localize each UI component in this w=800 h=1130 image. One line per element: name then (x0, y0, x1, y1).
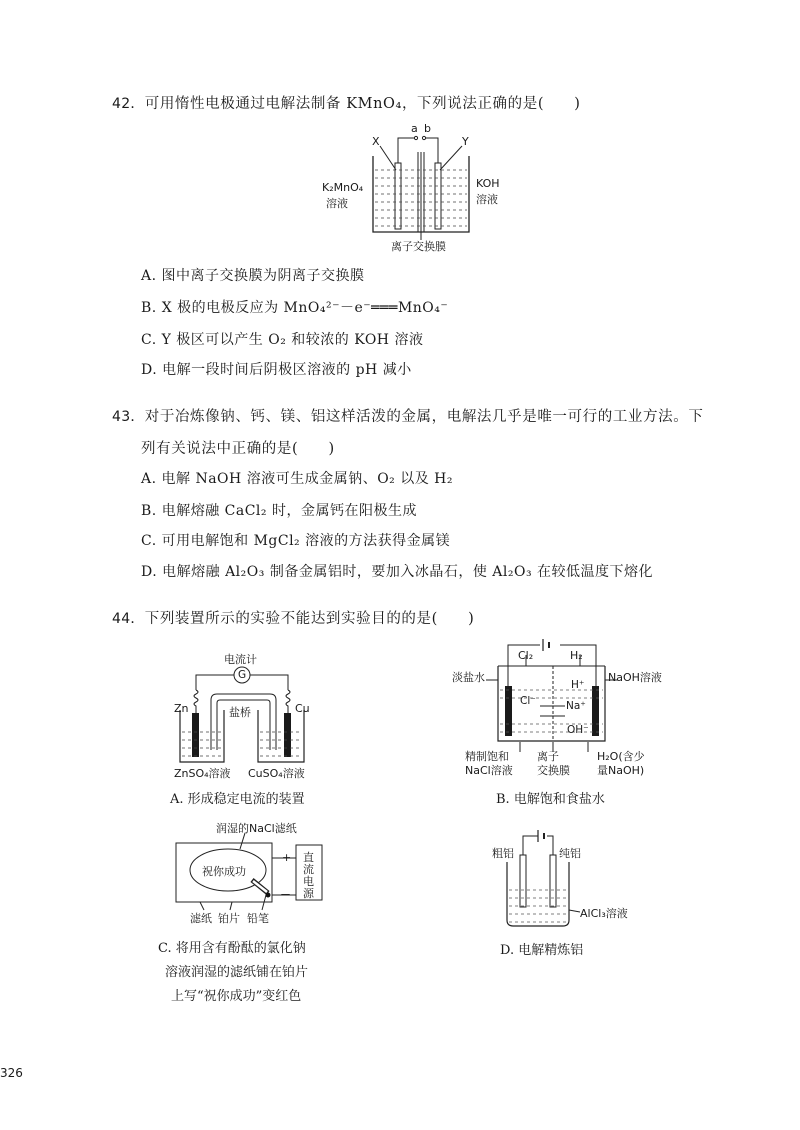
q44a-cu: Cu (295, 702, 310, 715)
q44c-bottom-2: 铂片 (218, 912, 240, 925)
q42-membrane-label: 离子交换膜 (391, 240, 446, 253)
q43-option-a: A. 电解 NaOH 溶液可生成金属钠、O₂ 以及 H₂ (141, 471, 454, 487)
q44c-bottom-1: 滤纸 (190, 912, 212, 925)
q44b-left-top: 淡盐水 (452, 671, 485, 684)
q42-number: 42． (112, 96, 145, 112)
q44b-cl2: Cl₂ (518, 649, 534, 662)
q42-option-b: B. X 极的电极反应为 MnO₄²⁻－e⁻═══MnO₄⁻ (141, 300, 449, 316)
q43-option-c: C. 可用电解饱和 MgCl₂ 溶液的方法获得金属镁 (141, 533, 451, 549)
q44c-bottom-3: 铅笔 (247, 912, 269, 925)
q44c-dc-3: 电 (303, 875, 314, 888)
q44b-bottom-right-2: 量NaOH) (597, 764, 645, 777)
q44b-bottom-mid-2: 交换膜 (537, 764, 570, 777)
q44b-bottom-left-2: NaCl溶液 (465, 764, 513, 777)
q44a-galvanometer-label: 电流计 (224, 653, 257, 666)
q43-option-b: B. 电解熔融 CaCl₂ 时，金属钙在阳极生成 (141, 503, 417, 519)
q42-left-solution-2: 溶液 (326, 197, 348, 210)
q44-number: 44． (112, 611, 145, 627)
q44a-salt-bridge: 盐桥 (229, 706, 251, 719)
q42-right-solution-2: 溶液 (476, 193, 498, 206)
q44c-dc-1: 直 (303, 851, 314, 864)
q42-wire-left (398, 138, 414, 163)
q44b-right-top: NaOH溶液 (608, 671, 662, 684)
q42-label-b: b (424, 122, 431, 135)
q42-electrode-y (435, 163, 441, 229)
zn-electrode (192, 713, 199, 757)
q44d-solution: AlCl₃溶液 (580, 907, 628, 920)
q43-stem-line1 (112, 405, 703, 426)
q43-stem-line2: 列有关说法中正确的是( ) (141, 441, 335, 457)
q42-label-y: Y (462, 135, 469, 148)
q42-beaker (373, 156, 469, 232)
q44a-zn: Zn (174, 702, 189, 715)
q44d-left-label: 粗铝 (492, 847, 514, 860)
q44a-caption: A. 形成稳定电流的装置 (170, 792, 305, 807)
q44c-caption-1: C. 将用含有酚酞的氯化钠 (158, 941, 306, 956)
q42-left-solution-1: K₂MnO₄ (322, 181, 364, 194)
q43-stem-text1: 对于冶炼像钠、钙、镁、铝这样活泼的金属，电解法几乎是唯一可行的工业方法。下 (144, 409, 704, 425)
q44c-caption-2: 溶液润湿的滤纸铺在铂片 (165, 965, 309, 980)
cu-electrode (284, 713, 291, 757)
q44-stem (112, 607, 474, 628)
q42-option-a: A. 图中离子交换膜为阴离子交换膜 (141, 268, 365, 284)
q44a-galvanometer-symbol: G (238, 669, 247, 681)
q42-wire-right (426, 138, 438, 163)
q44c-paper-label: 润湿的NaCl滤纸 (216, 822, 297, 835)
page-number: 326 (0, 1066, 23, 1080)
q44-stem-text: 下列装置所示的实验不能达到实验目的的是( ) (144, 611, 475, 627)
q44b-bottom-left-1: 精制饱和 (465, 750, 509, 763)
q44c-plus: + (282, 851, 292, 864)
q44c-caption-3: 上写“祝你成功”变红色 (171, 989, 302, 1004)
q44a-right-solution: CuSO₄溶液 (248, 767, 305, 780)
q44c-dc-4: 源 (303, 887, 314, 900)
q44b-h2: H₂ (570, 649, 583, 662)
q44b-bottom-right-1: H₂O(含少 (597, 750, 645, 763)
q44b-cl-minus: Cl⁻ (520, 695, 536, 707)
q42-option-c: C. Y 极区可以产生 O₂ 和较浓的 KOH 溶液 (141, 332, 424, 348)
q43-option-d: D. 电解熔融 Al₂O₃ 制备金属铝时，要加入冰晶石，使 Al₂O₃ 在较低温度下熔化 (141, 564, 654, 580)
q43-number: 43． (112, 409, 145, 425)
q44b-bottom-mid-1: 离子 (537, 750, 559, 763)
q44d-caption: D. 电解精炼铝 (500, 943, 584, 958)
q44c-writing: 祝你成功 (202, 865, 246, 878)
q42-stem-text: 可用惰性电极通过电解法制备 KMnO₄，下列说法正确的是( ) (144, 96, 581, 112)
q44b-oh-minus: OH⁻ (567, 724, 589, 736)
q44b-caption: B. 电解饱和食盐水 (496, 792, 605, 807)
q44b-h-plus: H⁺ (571, 679, 585, 691)
q44a-left-solution: ZnSO₄溶液 (174, 767, 231, 780)
q44c-dc-2: 流 (303, 863, 314, 876)
q42-label-a: a (411, 122, 418, 135)
q44c-minus: － (280, 888, 291, 901)
q44d-right-label: 纯铝 (559, 847, 581, 860)
q42-electrode-x (395, 163, 401, 229)
q42-option-d: D. 电解一段时间后阴极区溶液的 pH 减小 (141, 362, 412, 378)
q42-label-x: X (372, 135, 380, 148)
q44b-na-plus: Na⁺ (566, 700, 586, 712)
q42-right-solution-1: KOH (476, 177, 500, 190)
q42-stem (112, 92, 581, 113)
